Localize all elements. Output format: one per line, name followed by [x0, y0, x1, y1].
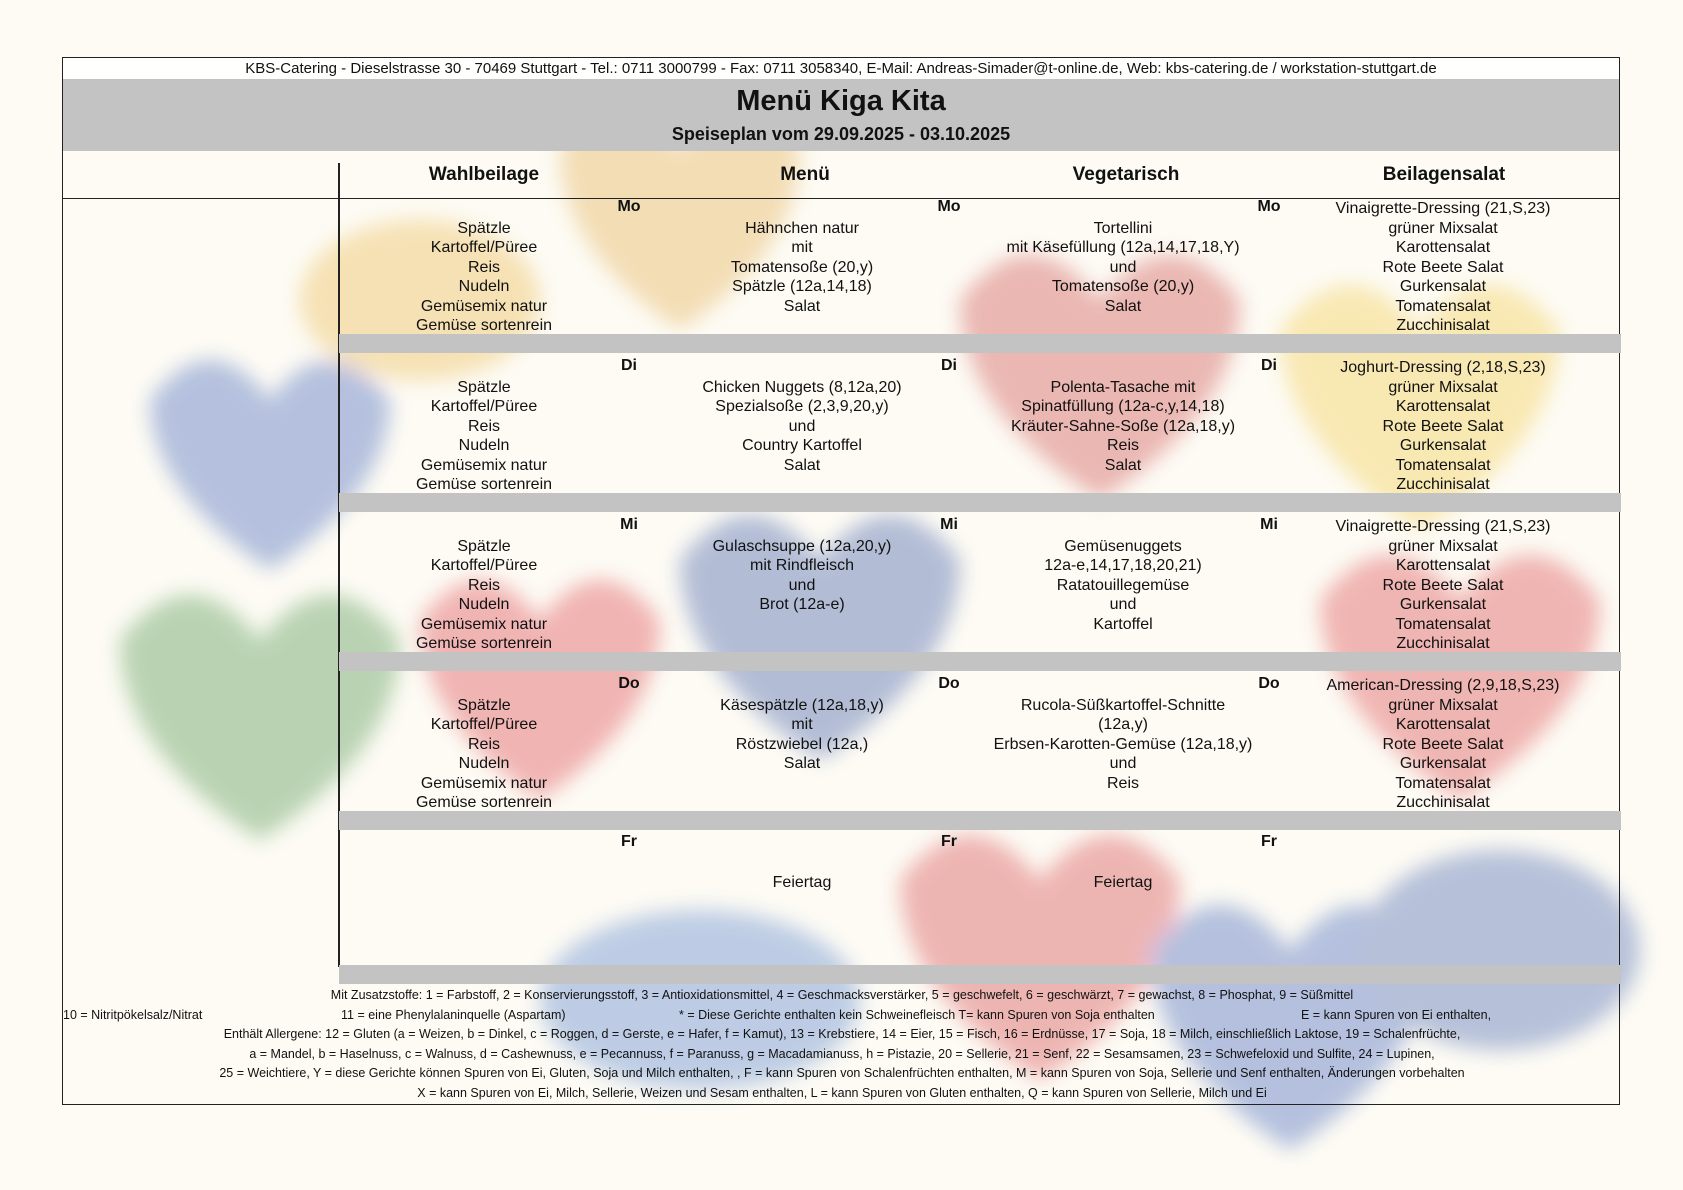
- menu-line: Karottensalat: [1395, 557, 1491, 574]
- menu-line: mit Rindfleisch: [749, 557, 855, 574]
- menu-line: Country Kartoffel: [742, 437, 862, 454]
- menu-line: Gurkensalat: [1399, 755, 1487, 772]
- menu-line: Spätzle: [457, 696, 511, 714]
- menu-line: Rote Beete Salat: [1382, 576, 1504, 594]
- menu-line: Reis: [1106, 774, 1139, 792]
- cell-salat: [1263, 517, 1623, 654]
- menu-line: Nudeln: [458, 278, 510, 295]
- menu-line: Salat: [783, 456, 821, 474]
- legend-line: Enthält Allergene: 12 = Gluten (a = Weizen, b = Dinkel, c = Roggen, d = Gerste, e = Hafer, f = Kamut), 13 = Krebstiere, 14 = Eier, 15 = Fisch, 16 = Erdnüsse, 17 = Soja, 18 = Milch, einschließlich Laktose, 19 = Schalenfrüchte,: [223, 1027, 1461, 1041]
- day-separator: [339, 493, 1621, 512]
- menu-line: Salat: [783, 297, 821, 315]
- menu-line: Spätzle: [457, 537, 511, 555]
- legend-footer: [63, 986, 1621, 1103]
- menu-line: Tomatensalat: [1395, 297, 1491, 315]
- menu-line: Rote Beete Salat: [1382, 417, 1504, 435]
- cell-menu: [622, 537, 982, 615]
- column-header-beilagensalat: Beilagensalat: [1382, 164, 1506, 185]
- day-separator: [339, 965, 1621, 984]
- menu-line: Gemüse sortenrein: [415, 317, 553, 334]
- day-label: Do: [618, 675, 640, 692]
- day-label: Di: [941, 357, 957, 374]
- legend-line: 25 = Weichtiere, Y = diese Gerichte können Spuren von Ei, Gluten, Soja und Milch enthalten, , F = kann Spuren von Schalenfrüchten enthalten, M = kann Spuren von Soja, Sellerie und Senf enthalten, Änderungen vorbehalten: [219, 1066, 1465, 1080]
- menu-line: Gurkensalat: [1399, 278, 1487, 295]
- menu-line: mit: [791, 239, 813, 256]
- menu-line: grüner Mixsalat: [1388, 537, 1498, 555]
- cell-salat: [1263, 199, 1623, 336]
- menu-line: Zucchinisalat: [1396, 476, 1490, 493]
- menu-line: Karottensalat: [1395, 398, 1491, 415]
- menu-line: Chicken Nuggets (8,12a,20): [702, 378, 902, 396]
- menu-line: Gulaschsuppe (12a,20,y): [712, 537, 892, 555]
- menu-line: Gemüse sortenrein: [415, 476, 553, 493]
- menu-line: 12a-e,14,17,18,20,21): [1044, 557, 1202, 574]
- menu-line: Brot (12a-e): [759, 596, 845, 613]
- cell-wahlbeilage: [304, 219, 664, 336]
- day-label: Mi: [940, 516, 958, 533]
- menu-line: Reis: [467, 735, 500, 753]
- menu-line: Feiertag: [1093, 874, 1153, 891]
- legend-item: E = kann Spuren von Ei enthalten,: [1301, 1007, 1492, 1022]
- menu-line: Joghurt-Dressing (2,18,S,23): [1340, 359, 1546, 376]
- day-label: Mo: [1257, 198, 1281, 215]
- legend-line: a = Mandel, b = Haselnuss, c = Walnuss, d = Cashewnuss, e = Pecannuss, f = Paranuss, g = Macadamianuss, h = Pistazie, 20 = Sellerie, 21 = Senf, 22 = Sesamsamen, 23 = Schwefeloxid und Sulfite, 24 = Lupinen,: [249, 1046, 1435, 1061]
- menu-line: Spätzle (12a,14,18): [732, 278, 872, 295]
- cell-vegetarisch: [943, 219, 1303, 317]
- day-label: Fr: [1261, 833, 1277, 850]
- cell-salat: [1263, 358, 1623, 495]
- menu-line: Tomatensoße (20,y): [1051, 278, 1195, 295]
- menu-line: Spätzle: [457, 219, 511, 237]
- menu-line: Rucola-Süßkartoffel-Schnitte: [1020, 696, 1226, 714]
- menu-line: American-Dressing (2,9,18,S,23): [1326, 677, 1560, 694]
- menu-line: grüner Mixsalat: [1388, 219, 1498, 237]
- menu-line: Spinatfüllung (12a-c,y,14,18): [1021, 398, 1225, 415]
- menu-line: Tomatensalat: [1395, 456, 1491, 474]
- cell-vegetarisch: [943, 378, 1303, 476]
- menu-line: Reis: [1106, 437, 1139, 454]
- day-label: Do: [1258, 675, 1280, 692]
- day-label: Fr: [941, 833, 957, 850]
- company-address: KBS-Catering - Dieselstrasse 30 - 70469 Stuttgart - Tel.: 0711 3000799 - Fax: 0711 3058340, E-Mail: Andreas-Simader@t-online.de, Web: kbs-catering.de / workstation-stuttgart.de: [63, 58, 1619, 79]
- menu-line: [943, 854, 1303, 874]
- menu-line: Ratatouillegemüse: [1056, 576, 1190, 594]
- menu-line: und: [1109, 755, 1137, 772]
- menu-line: Gemüsemix natur: [420, 297, 548, 315]
- menu-line: grüner Mixsalat: [1388, 696, 1498, 714]
- day-label: Mo: [937, 198, 961, 215]
- menu-line: Gemüse sortenrein: [415, 635, 553, 652]
- cell-wahlbeilage: [304, 378, 664, 495]
- menu-line: (12a,y): [1098, 716, 1148, 733]
- menu-line: Kartoffel/Püree: [430, 398, 538, 415]
- menu-line: Zucchinisalat: [1396, 794, 1490, 811]
- menu-line: Feiertag: [772, 874, 832, 891]
- menu-line: Röstzwiebel (12a,): [735, 735, 869, 753]
- menu-line: Salat: [1104, 456, 1142, 474]
- menu-line: Vinaigrette-Dressing (21,S,23): [1335, 200, 1551, 217]
- menu-line: Kartoffel/Püree: [430, 557, 538, 574]
- menu-line: mit: [791, 716, 813, 733]
- menu-line: Gurkensalat: [1399, 596, 1487, 613]
- day-label: Do: [938, 675, 960, 692]
- column-header-wahlbeilage: Wahlbeilage: [428, 164, 540, 185]
- legend-item: 10 = Nitritpökelsalz/Nitrat: [63, 1007, 203, 1022]
- cell-menu: [622, 219, 982, 317]
- menu-line: und: [1109, 596, 1137, 613]
- day-label: Fr: [621, 833, 637, 850]
- menu-line: und: [788, 417, 816, 435]
- legend-item: 11 = eine Phenylalaninquelle (Aspartam): [341, 1007, 566, 1022]
- menu-line: [622, 854, 982, 874]
- menu-line: mit Käsefüllung (12a,14,17,18,Y): [1006, 239, 1240, 256]
- menu-line: Polenta-Tasache mit: [1050, 378, 1196, 396]
- menu-line: und: [1109, 258, 1137, 276]
- cell-wahlbeilage: [304, 537, 664, 654]
- menu-line: Gemüsenuggets: [1064, 537, 1182, 555]
- menu-line: Reis: [467, 576, 500, 594]
- menu-line: Kartoffel/Püree: [430, 239, 538, 256]
- menu-line: Rote Beete Salat: [1382, 258, 1504, 276]
- menu-line: Käsespätzle (12a,18,y): [720, 696, 884, 714]
- menu-line: Erbsen-Karotten-Gemüse (12a,18,y): [993, 735, 1253, 753]
- menu-line: Nudeln: [458, 755, 510, 772]
- menu-line: Reis: [467, 417, 500, 435]
- menu-line: Spezialsoße (2,3,9,20,y): [715, 398, 889, 415]
- legend-item: * = Diese Gerichte enthalten kein Schweinefleisch T= kann Spuren von Soja enthalten: [679, 1007, 1155, 1022]
- day-separator: [339, 652, 1621, 671]
- menu-line: Kräuter-Sahne-Soße (12a,18,y): [1010, 417, 1236, 435]
- menu-line: Gemüsemix natur: [420, 774, 548, 792]
- menu-line: Tomatensoße (20,y): [730, 258, 874, 276]
- menu-line: Gurkensalat: [1399, 437, 1487, 454]
- day-label: Mo: [617, 198, 641, 215]
- column-header-menu: Menü: [780, 164, 830, 185]
- menu-line: Salat: [1104, 297, 1142, 315]
- cell-vegetarisch: [943, 696, 1303, 794]
- menu-line: Rote Beete Salat: [1382, 735, 1504, 753]
- day-label: Mi: [620, 516, 638, 533]
- legend-line: X = kann Spuren von Ei, Milch, Sellerie, Weizen und Sesam enthalten, L = kann Spuren von Gluten enthalten, Q = kann Spuren von Sellerie, Milch und Ei: [417, 1085, 1267, 1100]
- menu-line: Kartoffel/Püree: [430, 716, 538, 733]
- column-header-vegetarisch: Vegetarisch: [1072, 164, 1180, 185]
- menu-line: Reis: [467, 258, 500, 276]
- menu-line: Salat: [783, 755, 821, 772]
- menu-line: Zucchinisalat: [1396, 635, 1490, 652]
- day-separator: [339, 334, 1621, 353]
- cell-salat: [1263, 676, 1623, 813]
- menu-line: Zucchinisalat: [1396, 317, 1490, 334]
- menu-line: Vinaigrette-Dressing (21,S,23): [1335, 518, 1551, 535]
- menu-line: Gemüsemix natur: [420, 615, 548, 633]
- menu-line: Kartoffel: [1093, 615, 1153, 633]
- menu-line: Nudeln: [458, 596, 510, 613]
- menu-line: Tomatensalat: [1395, 774, 1491, 792]
- menu-line: Gemüse sortenrein: [415, 794, 553, 811]
- menu-line: Gemüsemix natur: [420, 456, 548, 474]
- cell-wahlbeilage: [304, 696, 664, 813]
- menu-line: Karottensalat: [1395, 239, 1491, 256]
- menu-line: Tomatensalat: [1395, 615, 1491, 633]
- legend-line: Mit Zusatzstoffe: 1 = Farbstoff, 2 = Konservierungsstoff, 3 = Antioxidationsmittel, 4 = Geschmacksverstärker, 5 = geschwefelt, 6 = geschwärzt, 7 = gewachst, 8 = Phosphat, 9 = Süßmittel: [330, 988, 1354, 1002]
- menu-line: Karottensalat: [1395, 716, 1491, 733]
- menu-line: Hähnchen natur: [745, 219, 859, 237]
- column-header-row: [63, 151, 1619, 199]
- cell-menu: [622, 854, 982, 893]
- title-band: [63, 79, 1619, 151]
- page-subtitle: Speiseplan vom 29.09.2025 - 03.10.2025: [671, 124, 1011, 144]
- menu-line: und: [788, 576, 816, 594]
- legend-line: [63, 1006, 1621, 1026]
- menu-line: Tortellini: [1093, 219, 1153, 237]
- cell-menu: [622, 696, 982, 774]
- cell-menu: [622, 378, 982, 476]
- page-title: Menü Kiga Kita: [736, 85, 946, 117]
- menu-sheet: [62, 57, 1620, 1105]
- day-label: Di: [1261, 357, 1277, 374]
- menu-line: Nudeln: [458, 437, 510, 454]
- day-label: Di: [621, 357, 637, 374]
- cell-vegetarisch: [943, 537, 1303, 635]
- menu-line: grüner Mixsalat: [1388, 378, 1498, 396]
- cell-vegetarisch: [943, 854, 1303, 893]
- menu-line: Spätzle: [457, 378, 511, 396]
- day-separator: [339, 811, 1621, 830]
- day-label: Mi: [1260, 516, 1278, 533]
